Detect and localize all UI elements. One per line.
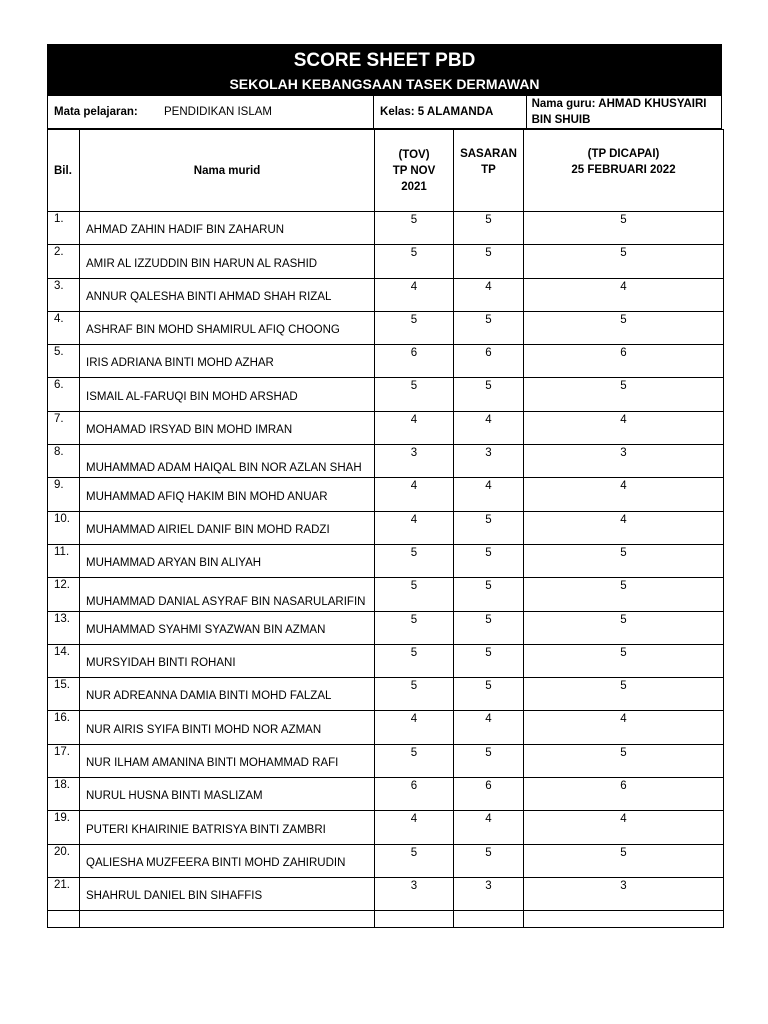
table-row — [48, 378, 724, 411]
table-row — [48, 544, 724, 577]
table-row — [48, 345, 724, 378]
tov-score: 5 — [375, 578, 454, 611]
achieved-score: 3 — [524, 445, 724, 478]
table-row — [48, 445, 724, 478]
target-score: 5 — [454, 744, 524, 777]
empty-cell — [454, 911, 524, 928]
empty-cell — [80, 911, 375, 928]
tov-score: 5 — [375, 245, 454, 278]
tov-score: 5 — [375, 311, 454, 344]
student-name: QALIESHA MUZFEERA BINTI MOHD ZAHIRUDIN — [80, 844, 375, 877]
header-tov-line: (TOV) — [398, 148, 430, 161]
sheet-title: SCORE SHEET PBD — [293, 50, 476, 71]
tov-score: 4 — [375, 711, 454, 744]
student-name: AMIR AL IZZUDDIN BIN HARUN AL RASHID — [80, 245, 375, 278]
table-row — [48, 311, 724, 344]
title-banner — [47, 44, 722, 96]
target-score: 4 — [454, 411, 524, 444]
student-name: MUHAMMAD AIRIEL DANIF BIN MOHD RADZI — [80, 511, 375, 544]
header-bil: Bil. — [48, 130, 80, 212]
student-name: NUR ILHAM AMANINA BINTI MOHAMMAD RAFI — [80, 744, 375, 777]
achieved-score: 5 — [524, 378, 724, 411]
tov-score: 3 — [375, 877, 454, 910]
target-score: 5 — [454, 378, 524, 411]
tov-score: 3 — [375, 445, 454, 478]
row-number: 4. — [48, 311, 80, 344]
header-target-line: SASARAN — [460, 148, 517, 160]
achieved-score: 4 — [524, 478, 724, 511]
student-name: SHAHRUL DANIEL BIN SIHAFFIS — [80, 877, 375, 910]
target-score: 4 — [454, 478, 524, 511]
table-row — [48, 644, 724, 677]
row-number: 1. — [48, 212, 80, 245]
tov-score: 4 — [375, 278, 454, 311]
target-score: 6 — [454, 778, 524, 811]
subject-label: Mata pelajaran: — [54, 106, 138, 118]
table-row — [48, 711, 724, 744]
tov-score: 5 — [375, 744, 454, 777]
tov-score: 5 — [375, 844, 454, 877]
school-name: SEKOLAH KEBANGSAAN TASEK DERMAWAN — [229, 76, 540, 92]
subject-cell — [48, 96, 374, 128]
achieved-score: 6 — [524, 345, 724, 378]
student-name: MUHAMMAD ADAM HAIQAL BIN NOR AZLAN SHAH — [80, 445, 375, 478]
tov-score: 4 — [375, 811, 454, 844]
student-name: MURSYIDAH BINTI ROHANI — [80, 644, 375, 677]
achieved-score: 4 — [524, 811, 724, 844]
student-name: MUHAMMAD AFIQ HAKIM BIN MOHD ANUAR — [80, 478, 375, 511]
table-row — [48, 877, 724, 910]
achieved-score: 5 — [524, 844, 724, 877]
subject-value: PENDIDIKAN ISLAM — [164, 106, 272, 118]
table-row — [48, 411, 724, 444]
target-score: 4 — [454, 711, 524, 744]
target-score: 4 — [454, 278, 524, 311]
target-score: 5 — [454, 611, 524, 644]
student-name: ANNUR QALESHA BINTI AHMAD SHAH RIZAL — [80, 278, 375, 311]
target-score: 5 — [454, 245, 524, 278]
header-tov — [375, 130, 454, 212]
empty-cell — [48, 911, 80, 928]
header-tov-line: 2021 — [401, 180, 427, 193]
header-achieved — [524, 130, 724, 212]
tov-score: 4 — [375, 411, 454, 444]
target-score: 5 — [454, 578, 524, 611]
tov-score: 5 — [375, 378, 454, 411]
achieved-score: 6 — [524, 778, 724, 811]
header-target — [454, 130, 524, 212]
achieved-score: 5 — [524, 611, 724, 644]
achieved-score: 5 — [524, 212, 724, 245]
row-number: 10. — [48, 511, 80, 544]
tov-score: 5 — [375, 678, 454, 711]
achieved-score: 4 — [524, 411, 724, 444]
score-table — [47, 129, 724, 928]
target-score: 5 — [454, 544, 524, 577]
table-row — [48, 844, 724, 877]
target-score: 5 — [454, 644, 524, 677]
empty-row — [48, 911, 724, 928]
table-header-row — [48, 130, 724, 212]
achieved-score: 5 — [524, 544, 724, 577]
header-name: Nama murid — [80, 130, 375, 212]
achieved-score: 4 — [524, 511, 724, 544]
tov-score: 5 — [375, 544, 454, 577]
achieved-score: 5 — [524, 578, 724, 611]
table-row — [48, 245, 724, 278]
row-number: 17. — [48, 744, 80, 777]
empty-cell — [375, 911, 454, 928]
row-number: 11. — [48, 544, 80, 577]
achieved-score: 4 — [524, 711, 724, 744]
student-name: ASHRAF BIN MOHD SHAMIRUL AFIQ CHOONG — [80, 311, 375, 344]
student-name: ISMAIL AL-FARUQI BIN MOHD ARSHAD — [80, 378, 375, 411]
table-row — [48, 678, 724, 711]
row-number: 14. — [48, 644, 80, 677]
teacher-cell: Nama guru: AHMAD KHUSYAIRI BIN SHUIB — [531, 98, 707, 126]
student-name: PUTERI KHAIRINIE BATRISYA BINTI ZAMBRI — [80, 811, 375, 844]
table-row — [48, 578, 724, 611]
row-number: 13. — [48, 611, 80, 644]
row-number: 3. — [48, 278, 80, 311]
row-number: 20. — [48, 844, 80, 877]
target-score: 3 — [454, 877, 524, 910]
table-row — [48, 778, 724, 811]
student-name: AHMAD ZAHIN HADIF BIN ZAHARUN — [80, 212, 375, 245]
tov-score: 5 — [375, 644, 454, 677]
achieved-score: 5 — [524, 744, 724, 777]
empty-cell — [524, 911, 724, 928]
target-score: 3 — [454, 445, 524, 478]
row-number: 21. — [48, 877, 80, 910]
row-number: 15. — [48, 678, 80, 711]
row-number: 19. — [48, 811, 80, 844]
header-target-line: TP — [481, 164, 496, 176]
header-tov-line: TP NOV — [392, 164, 436, 177]
achieved-score: 5 — [524, 644, 724, 677]
table-row — [48, 212, 724, 245]
row-number: 5. — [48, 345, 80, 378]
student-name: NUR ADREANNA DAMIA BINTI MOHD FALZAL — [80, 678, 375, 711]
student-name: NUR AIRIS SYIFA BINTI MOHD NOR AZMAN — [80, 711, 375, 744]
table-row — [48, 744, 724, 777]
table-row — [48, 478, 724, 511]
row-number: 16. — [48, 711, 80, 744]
target-score: 4 — [454, 811, 524, 844]
tov-score: 5 — [375, 611, 454, 644]
table-row — [48, 278, 724, 311]
row-number: 18. — [48, 778, 80, 811]
student-name: MUHAMMAD SYAHMI SYAZWAN BIN AZMAN — [80, 611, 375, 644]
target-score: 6 — [454, 345, 524, 378]
header-achieved-line: 25 FEBRUARI 2022 — [571, 164, 676, 176]
row-number: 2. — [48, 245, 80, 278]
row-number: 6. — [48, 378, 80, 411]
row-number: 8. — [48, 445, 80, 478]
tov-score: 4 — [375, 511, 454, 544]
tov-score: 6 — [375, 345, 454, 378]
row-number: 7. — [48, 411, 80, 444]
header-achieved-line: (TP DICAPAI) — [587, 148, 660, 160]
achieved-score: 5 — [524, 678, 724, 711]
table-row — [48, 811, 724, 844]
student-name: NURUL HUSNA BINTI MASLIZAM — [80, 778, 375, 811]
target-score: 5 — [454, 678, 524, 711]
target-score: 5 — [454, 311, 524, 344]
target-score: 5 — [454, 212, 524, 245]
student-name: MOHAMAD IRSYAD BIN MOHD IMRAN — [80, 411, 375, 444]
achieved-score: 5 — [524, 245, 724, 278]
table-row — [48, 611, 724, 644]
table-row — [48, 511, 724, 544]
score-sheet — [47, 44, 722, 928]
tov-score: 4 — [375, 478, 454, 511]
row-number: 12. — [48, 578, 80, 611]
student-name: MUHAMMAD DANIAL ASYRAF BIN NASARULARIFIN — [80, 578, 375, 611]
tov-score: 6 — [375, 778, 454, 811]
student-name: MUHAMMAD ARYAN BIN ALIYAH — [80, 544, 375, 577]
target-score: 5 — [454, 844, 524, 877]
student-name: IRIS ADRIANA BINTI MOHD AZHAR — [80, 345, 375, 378]
class-cell: Kelas: 5 ALAMANDA — [374, 96, 527, 128]
tov-score: 5 — [375, 212, 454, 245]
target-score: 5 — [454, 511, 524, 544]
achieved-score: 5 — [524, 311, 724, 344]
info-bar — [47, 96, 722, 129]
achieved-score: 3 — [524, 877, 724, 910]
achieved-score: 4 — [524, 278, 724, 311]
row-number: 9. — [48, 478, 80, 511]
